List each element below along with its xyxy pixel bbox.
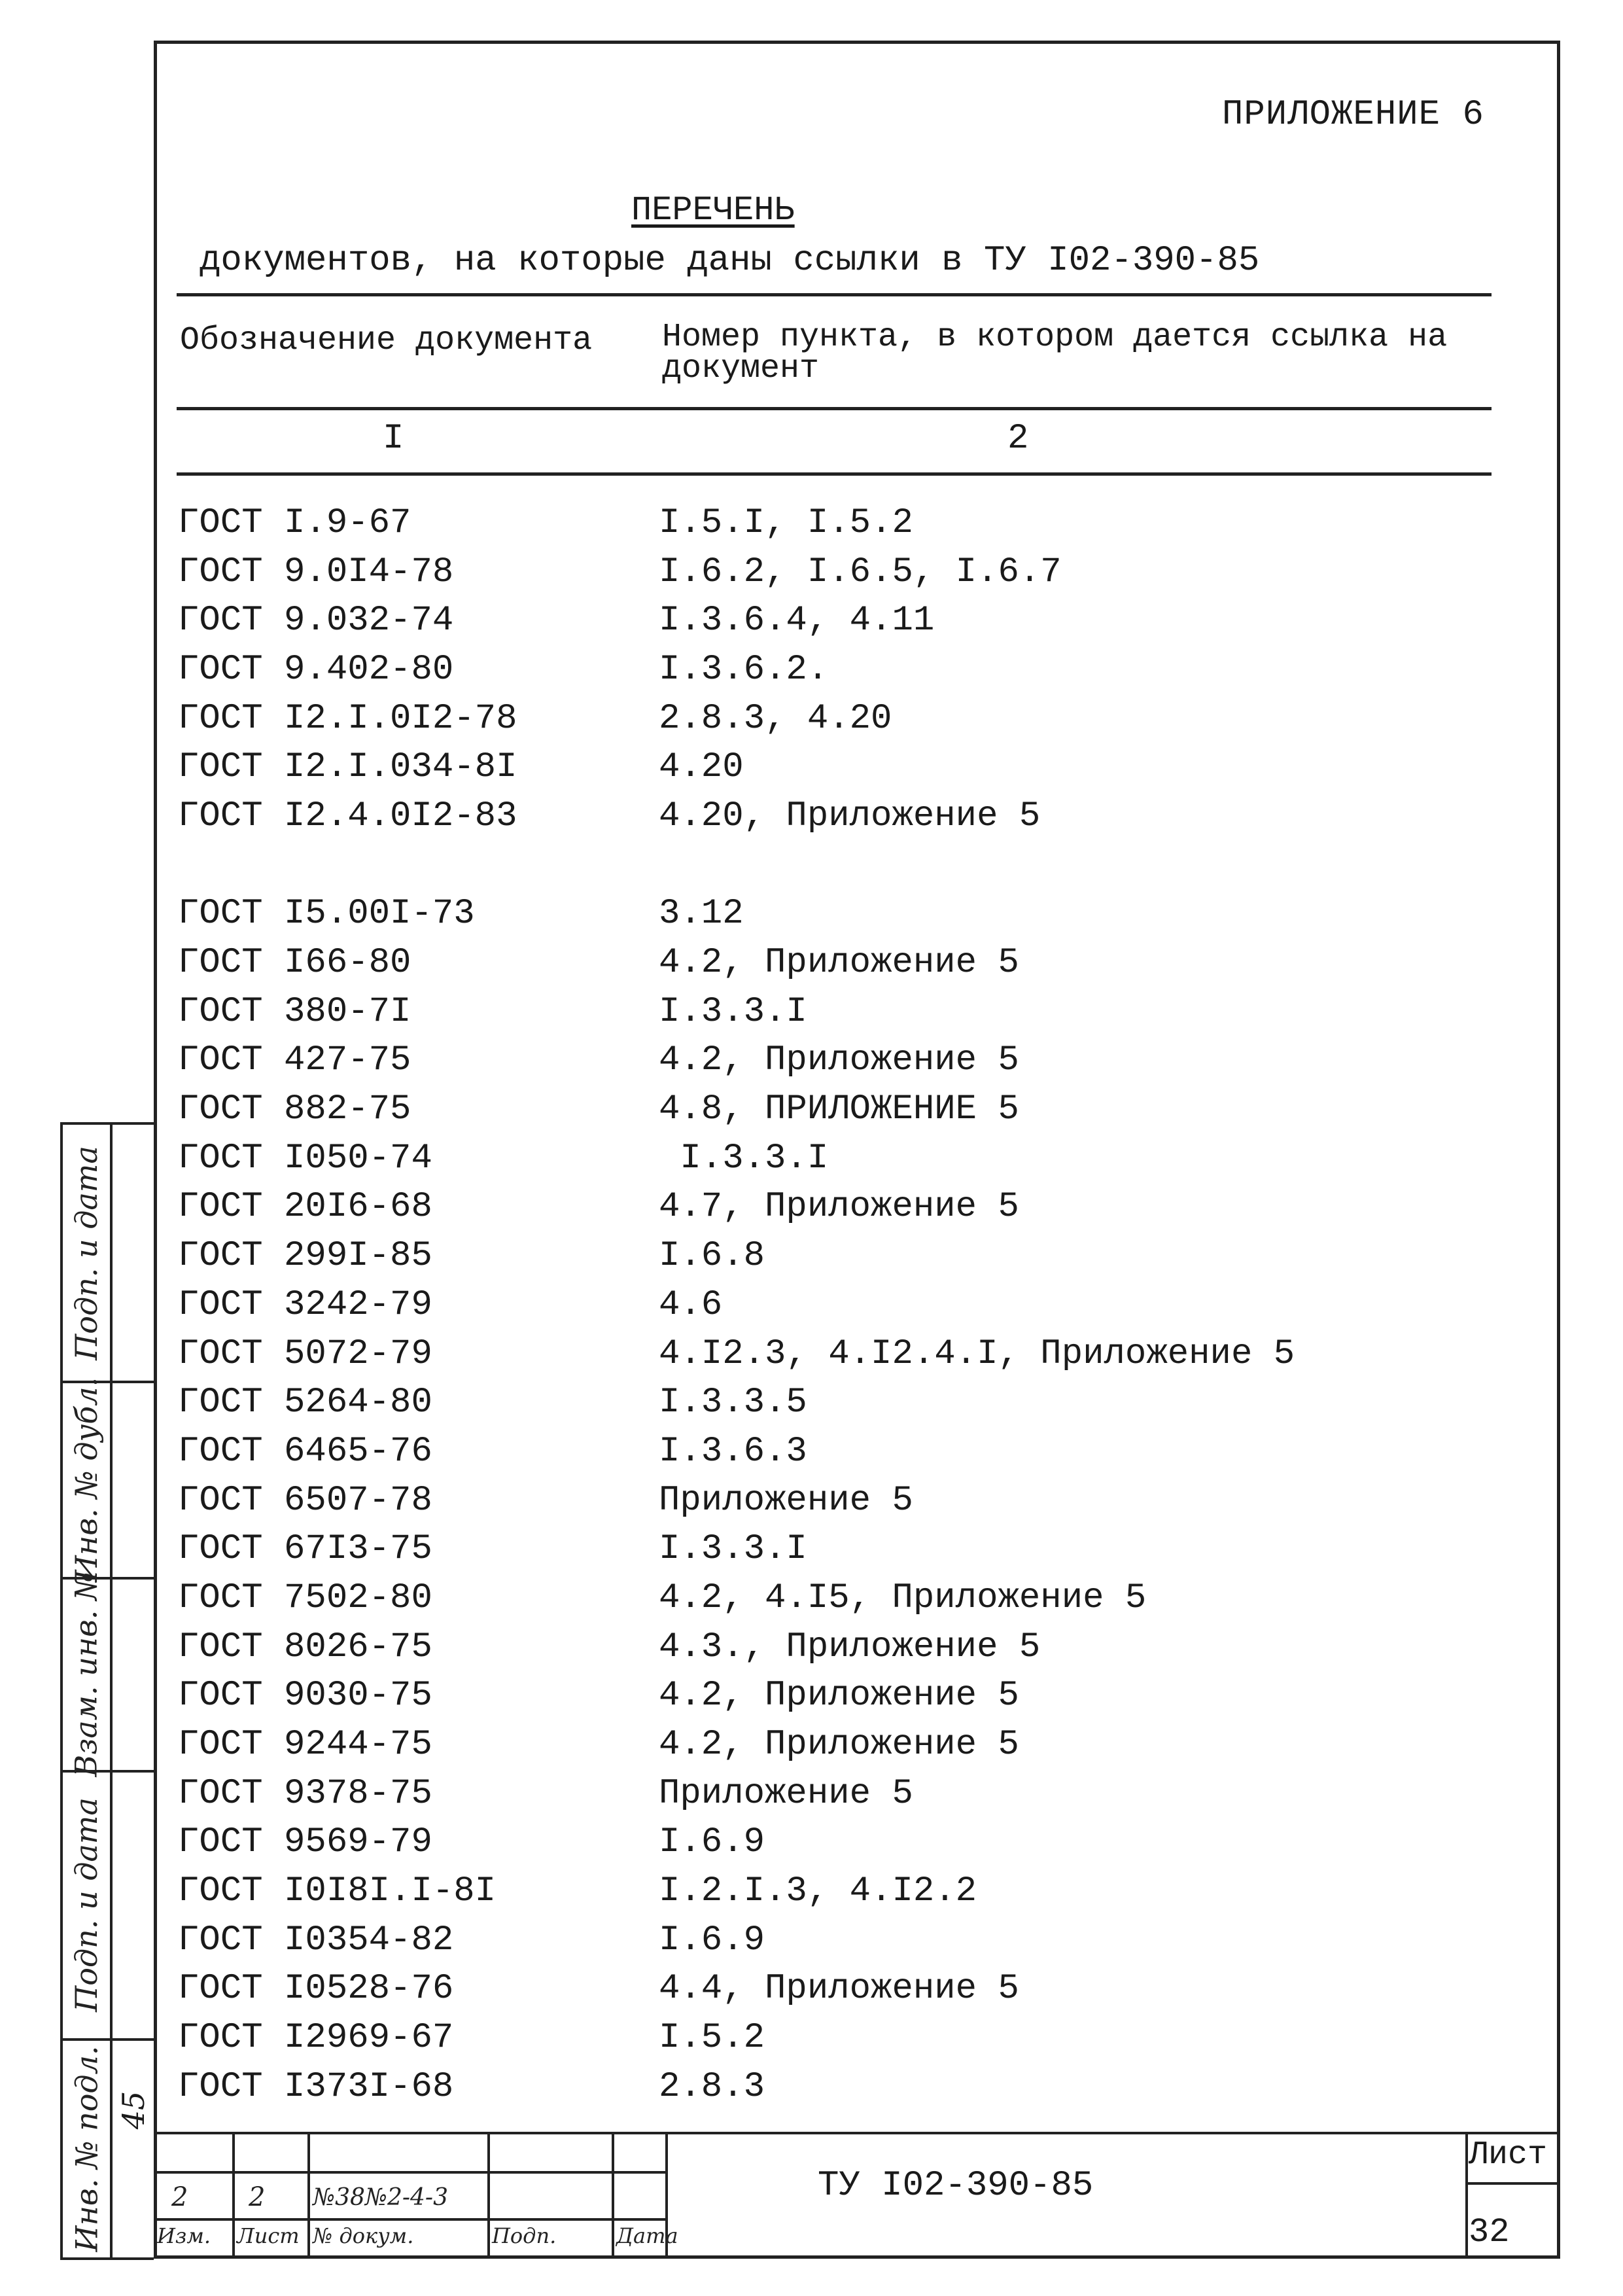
document-subtitle: документов, на которые даны ссылки в ТУ I02-390-85 [200, 241, 1260, 281]
document-designation: ГОСТ I2.4.0I2-83 [178, 796, 517, 836]
clause-reference: 4.2, Приложение 5 [659, 1040, 1019, 1081]
clause-reference: I.6.8 [659, 1236, 765, 1277]
table-row [178, 1916, 1421, 1965]
side-stamp-divider [110, 1122, 113, 2257]
clause-reference: 4.2, 4.I5, Приложение 5 [659, 1578, 1147, 1618]
document-code: ТУ I02-390-85 [818, 2166, 1094, 2206]
table-row [178, 987, 1421, 1036]
document-designation: ГОСТ I5.00I-73 [178, 894, 475, 934]
table-row [178, 2013, 1421, 2062]
document-designation: ГОСТ I050-74 [178, 1138, 432, 1178]
document-designation: ГОСТ 9.032-74 [178, 601, 454, 641]
table-row [178, 596, 1421, 645]
caption-change: Изм. [157, 2223, 211, 2248]
document-designation: ГОСТ 9378-75 [178, 1773, 432, 1814]
caption-sheet: Лист [237, 2223, 300, 2248]
clause-reference: 4.20 [659, 747, 744, 788]
table-row [178, 1280, 1421, 1330]
document-designation: ГОСТ 9569-79 [178, 1822, 432, 1863]
document-designation: ГОСТ I2.I.0I2-78 [178, 698, 517, 739]
side-stamp-rule [60, 1122, 154, 1125]
clause-reference: 4.8, ПРИЛОЖЕНИЕ 5 [659, 1089, 1019, 1130]
clause-reference: 4.20, Приложение 5 [659, 796, 1041, 836]
document-designation: ГОСТ 9244-75 [178, 1725, 432, 1765]
table-header-rule [177, 407, 1492, 410]
table-row [178, 1036, 1421, 1086]
table-row [178, 841, 1421, 890]
document-designation: ГОСТ 427-75 [178, 1040, 411, 1081]
table-row [178, 1427, 1421, 1476]
document-designation: ГОСТ 67I3-75 [178, 1529, 432, 1570]
column-header-clause: Номер пункта, в котором дается ссылка на документ [662, 319, 1448, 387]
table-row [178, 1574, 1421, 1623]
orig-inv-number: 45 [116, 2091, 151, 2130]
document-designation: ГОСТ 380-7I [178, 991, 411, 1032]
table-row [178, 1378, 1421, 1427]
side-label-sign-date-top: Подп. и дата [69, 1146, 104, 1360]
document-designation: ГОСТ I0354-82 [178, 1920, 454, 1960]
clause-reference: 4.6 [659, 1284, 723, 1325]
sheet-label: Лист [1469, 2136, 1548, 2174]
table-row [178, 1183, 1421, 1232]
title-block-divider [307, 2132, 310, 2257]
change-document-number: №38№2-4-3 [313, 2184, 448, 2211]
clause-reference: 4.2, Приложение 5 [659, 1676, 1019, 1716]
title-block-divider [612, 2132, 614, 2257]
table-row [178, 1330, 1421, 1379]
change-sheet-number: 2 [249, 2182, 266, 2212]
document-designation: ГОСТ 9.0I4-78 [178, 552, 454, 592]
clause-reference: I.5.I, I.5.2 [659, 503, 913, 543]
document-designation: ГОСТ I0I8I.I-8I [178, 1871, 497, 1912]
document-designation: ГОСТ 20I6-68 [178, 1187, 432, 1227]
clause-reference: I.5.2 [659, 2018, 765, 2058]
appendix-label: ПРИЛОЖЕНИЕ 6 [1222, 95, 1484, 135]
document-designation: ГОСТ 5072-79 [178, 1333, 432, 1374]
document-designation: ГОСТ 882-75 [178, 1089, 411, 1130]
table-row [178, 1818, 1421, 1867]
title-block-divider [1465, 2132, 1468, 2257]
document-designation: ГОСТ I373I-68 [178, 2066, 454, 2107]
table-row [178, 548, 1421, 597]
clause-reference: I.6.9 [659, 1920, 765, 1960]
title-block-rule [1465, 2182, 1560, 2185]
document-designation: ГОСТ I2.I.034-8I [178, 747, 517, 788]
title-block-divider [232, 2132, 235, 2257]
clause-reference: 4.I2.3, 4.I2.4.I, Приложение 5 [659, 1333, 1295, 1374]
table-row [178, 1525, 1421, 1574]
clause-reference: 2.8.3, 4.20 [659, 698, 892, 739]
table-top-rule [177, 293, 1492, 296]
document-designation: ГОСТ I0528-76 [178, 1969, 454, 2009]
change-number: 2 [171, 2182, 188, 2212]
clause-reference: I.6.9 [659, 1822, 765, 1863]
side-label-dup-inv: Инв. № дубл. [69, 1377, 105, 1582]
table-row [178, 1476, 1421, 1525]
table-row [178, 1085, 1421, 1134]
table-row [178, 1672, 1421, 1721]
column-number-2: 2 [1007, 419, 1029, 459]
caption-document-number: № докум. [313, 2223, 414, 2248]
side-stamp-rule [60, 2257, 154, 2260]
clause-reference: I.3.6.3 [659, 1431, 807, 1472]
title-block-top-rule [154, 2132, 1560, 2134]
table-row [178, 1134, 1421, 1183]
document-designation: ГОСТ 7502-80 [178, 1578, 432, 1618]
table-row [178, 1867, 1421, 1916]
caption-date: Дата [616, 2223, 678, 2248]
table-row [178, 938, 1421, 987]
side-stamp-border [60, 1122, 63, 2257]
clause-reference: 3.12 [659, 894, 744, 934]
document-list [178, 499, 1421, 2111]
title-block-divider [487, 2132, 490, 2257]
document-designation: ГОСТ I66-80 [178, 943, 411, 983]
table-row [178, 1231, 1421, 1280]
side-label-sign-date-bottom: Подп. и дата [69, 1797, 104, 2012]
table-row [178, 499, 1421, 548]
clause-reference: I.3.6.4, 4.11 [659, 601, 935, 641]
document-designation: ГОСТ I.9-67 [178, 503, 411, 543]
document-designation: ГОСТ 5264-80 [178, 1383, 432, 1423]
clause-reference: I.3.3.I [659, 1529, 807, 1570]
table-row [178, 694, 1421, 743]
side-label-orig-inv: Инв. № подл. [69, 2045, 105, 2252]
caption-signature: Подп. [492, 2223, 557, 2248]
document-designation: ГОСТ I2969-67 [178, 2018, 454, 2058]
clause-reference: I.2.I.3, 4.I2.2 [659, 1871, 977, 1912]
column-number-1: I [383, 419, 404, 459]
document-designation: ГОСТ 3242-79 [178, 1284, 432, 1325]
column-header-document: Обозначение документа [180, 322, 593, 359]
document-designation: ГОСТ 299I-85 [178, 1236, 432, 1277]
clause-reference: I.6.2, I.6.5, I.6.7 [659, 552, 1062, 592]
table-row [178, 890, 1421, 939]
document-title: ПЕРЕЧЕНЬ [631, 191, 795, 230]
table-row [178, 2062, 1421, 2111]
table-row [178, 1769, 1421, 1818]
table-row [178, 792, 1421, 841]
side-label-replace-inv: Взам. инв. № [69, 1571, 104, 1777]
clause-reference: I.3.3.I [659, 991, 807, 1032]
sheet-number: 32 [1469, 2213, 1510, 2252]
table-row [178, 1720, 1421, 1769]
clause-reference: I.3.3.I [659, 1138, 829, 1178]
table-row [178, 743, 1421, 792]
clause-reference: 4.4, Приложение 5 [659, 1969, 1019, 2009]
table-row [178, 1965, 1421, 2014]
table-row [178, 645, 1421, 694]
clause-reference: I.3.3.5 [659, 1383, 807, 1423]
table-row [178, 1623, 1421, 1672]
clause-reference: 4.2, Приложение 5 [659, 943, 1019, 983]
document-designation: ГОСТ 9030-75 [178, 1676, 432, 1716]
clause-reference: 4.3., Приложение 5 [659, 1627, 1041, 1667]
document-designation: ГОСТ 6507-78 [178, 1480, 432, 1521]
clause-reference: Приложение 5 [659, 1480, 913, 1521]
clause-reference: 4.2, Приложение 5 [659, 1725, 1019, 1765]
clause-reference: I.3.6.2. [659, 649, 829, 690]
table-number-rule [177, 472, 1492, 476]
clause-reference: 2.8.3 [659, 2066, 765, 2107]
title-block-rule [154, 2218, 667, 2221]
title-block-rule [154, 2171, 667, 2174]
document-designation: ГОСТ 8026-75 [178, 1627, 432, 1667]
document-designation: ГОСТ 9.402-80 [178, 649, 454, 690]
document-designation: ГОСТ 6465-76 [178, 1431, 432, 1472]
clause-reference: Приложение 5 [659, 1773, 913, 1814]
clause-reference: 4.7, Приложение 5 [659, 1187, 1019, 1227]
